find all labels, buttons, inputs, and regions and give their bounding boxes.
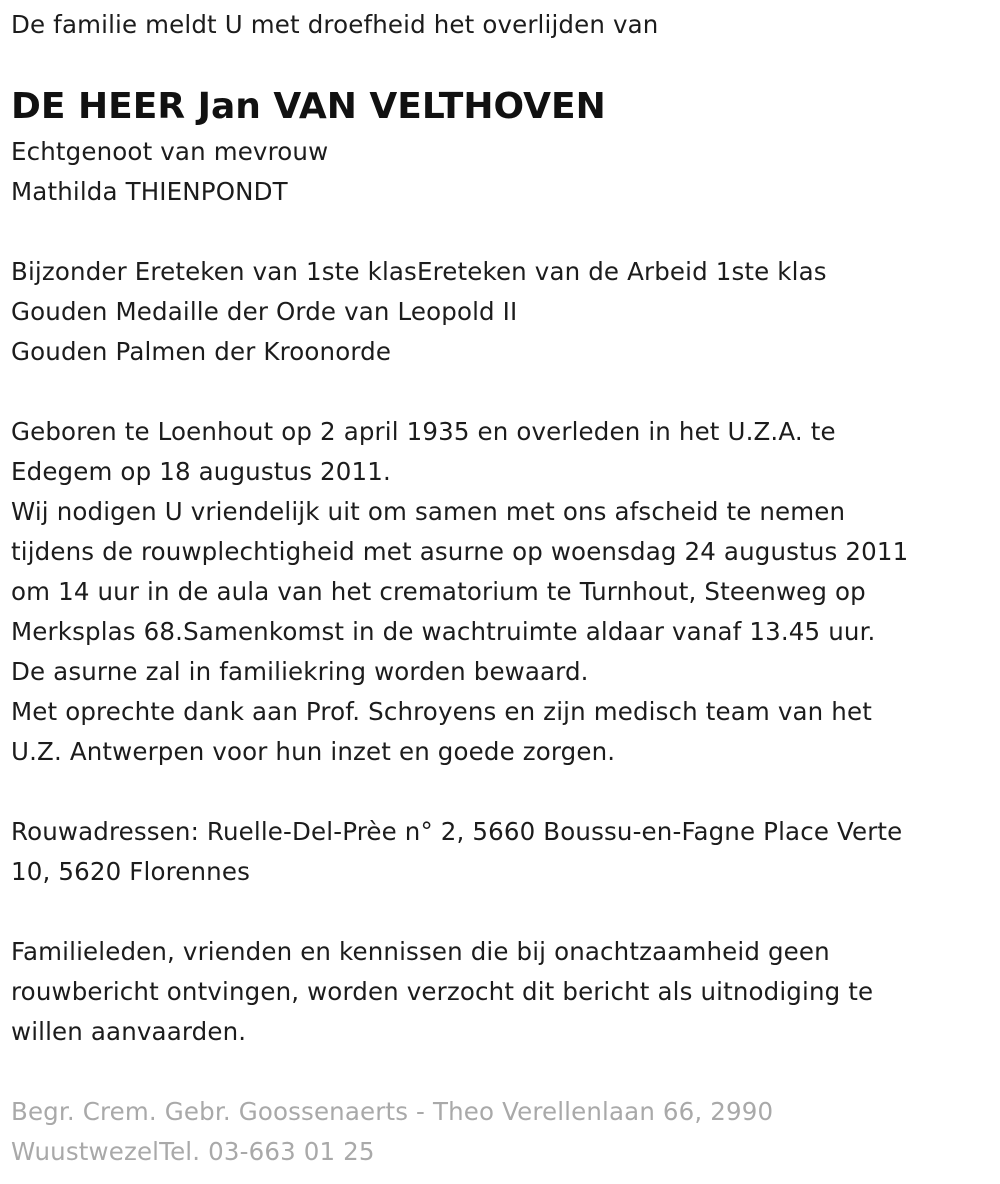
closing-line: rouwbericht ontvingen, worden verzocht dit bericht als uitnodiging te: [11, 977, 874, 1006]
address-line: Rouwadressen: Ruelle-Del-Prèe n° 2, 5660 Boussu-en-Fagne Place Verte: [11, 817, 903, 846]
spouse-line-1: Echtgenoot van mevrouw: [11, 137, 329, 166]
spouse-line-2: Mathilda THIENPONDT: [11, 177, 288, 206]
details-line: Wij nodigen U vriendelijk uit om samen met ons afscheid te nemen: [11, 497, 846, 526]
honor-line: Gouden Medaille der Orde van Leopold II: [11, 297, 518, 326]
spacer: [11, 212, 986, 252]
death-notice: [11, 5, 986, 1172]
details-line: tijdens de rouwplechtigheid met asurne op woensdag 24 augustus 2011: [11, 537, 909, 566]
details-line: om 14 uur in de aula van het crematorium te Turnhout, Steenweg op: [11, 577, 866, 606]
address-line: 10, 5620 Florennes: [11, 857, 250, 886]
honor-line: Gouden Palmen der Kroonorde: [11, 337, 392, 366]
funeral-home-footer: [11, 1092, 986, 1172]
spacer: [11, 1052, 986, 1092]
details-line: Edegem op 18 augustus 2011.: [11, 457, 391, 486]
closing-line: Familieleden, vrienden en kennissen die bij onachtzaamheid geen: [11, 937, 830, 966]
closing-block: [11, 932, 986, 1052]
details-line: Met oprechte dank aan Prof. Schroyens en zijn medisch team van het: [11, 697, 872, 726]
funeral-home-line: Begr. Crem. Gebr. Goossenaerts - Theo Verellenlaan 66, 2990: [11, 1097, 774, 1126]
details-line: Merksplas 68.Samenkomst in de wachtruimte aldaar vanaf 13.45 uur.: [11, 617, 876, 646]
spouse-block: [11, 132, 986, 212]
spacer: [11, 372, 986, 412]
spacer: [11, 892, 986, 932]
details-line: Geboren te Loenhout op 2 april 1935 en overleden in het U.Z.A. te: [11, 417, 836, 446]
closing-line: willen aanvaarden.: [11, 1017, 247, 1046]
details-line: U.Z. Antwerpen voor hun inzet en goede zorgen.: [11, 737, 616, 766]
addresses-block: [11, 812, 986, 892]
honor-line: Bijzonder Ereteken van 1ste klasEreteken van de Arbeid 1ste klas: [11, 257, 827, 286]
funeral-home-line: WuustwezelTel. 03-663 01 25: [11, 1137, 375, 1166]
intro-text: De familie meldt U met droefheid het overlijden van: [11, 10, 659, 39]
deceased-name-heading: DE HEER Jan VAN VELTHOVEN: [11, 86, 606, 127]
details-line: De asurne zal in familiekring worden bewaard.: [11, 657, 589, 686]
honors-block: [11, 252, 986, 372]
spacer: [11, 772, 986, 812]
details-block: [11, 412, 986, 772]
